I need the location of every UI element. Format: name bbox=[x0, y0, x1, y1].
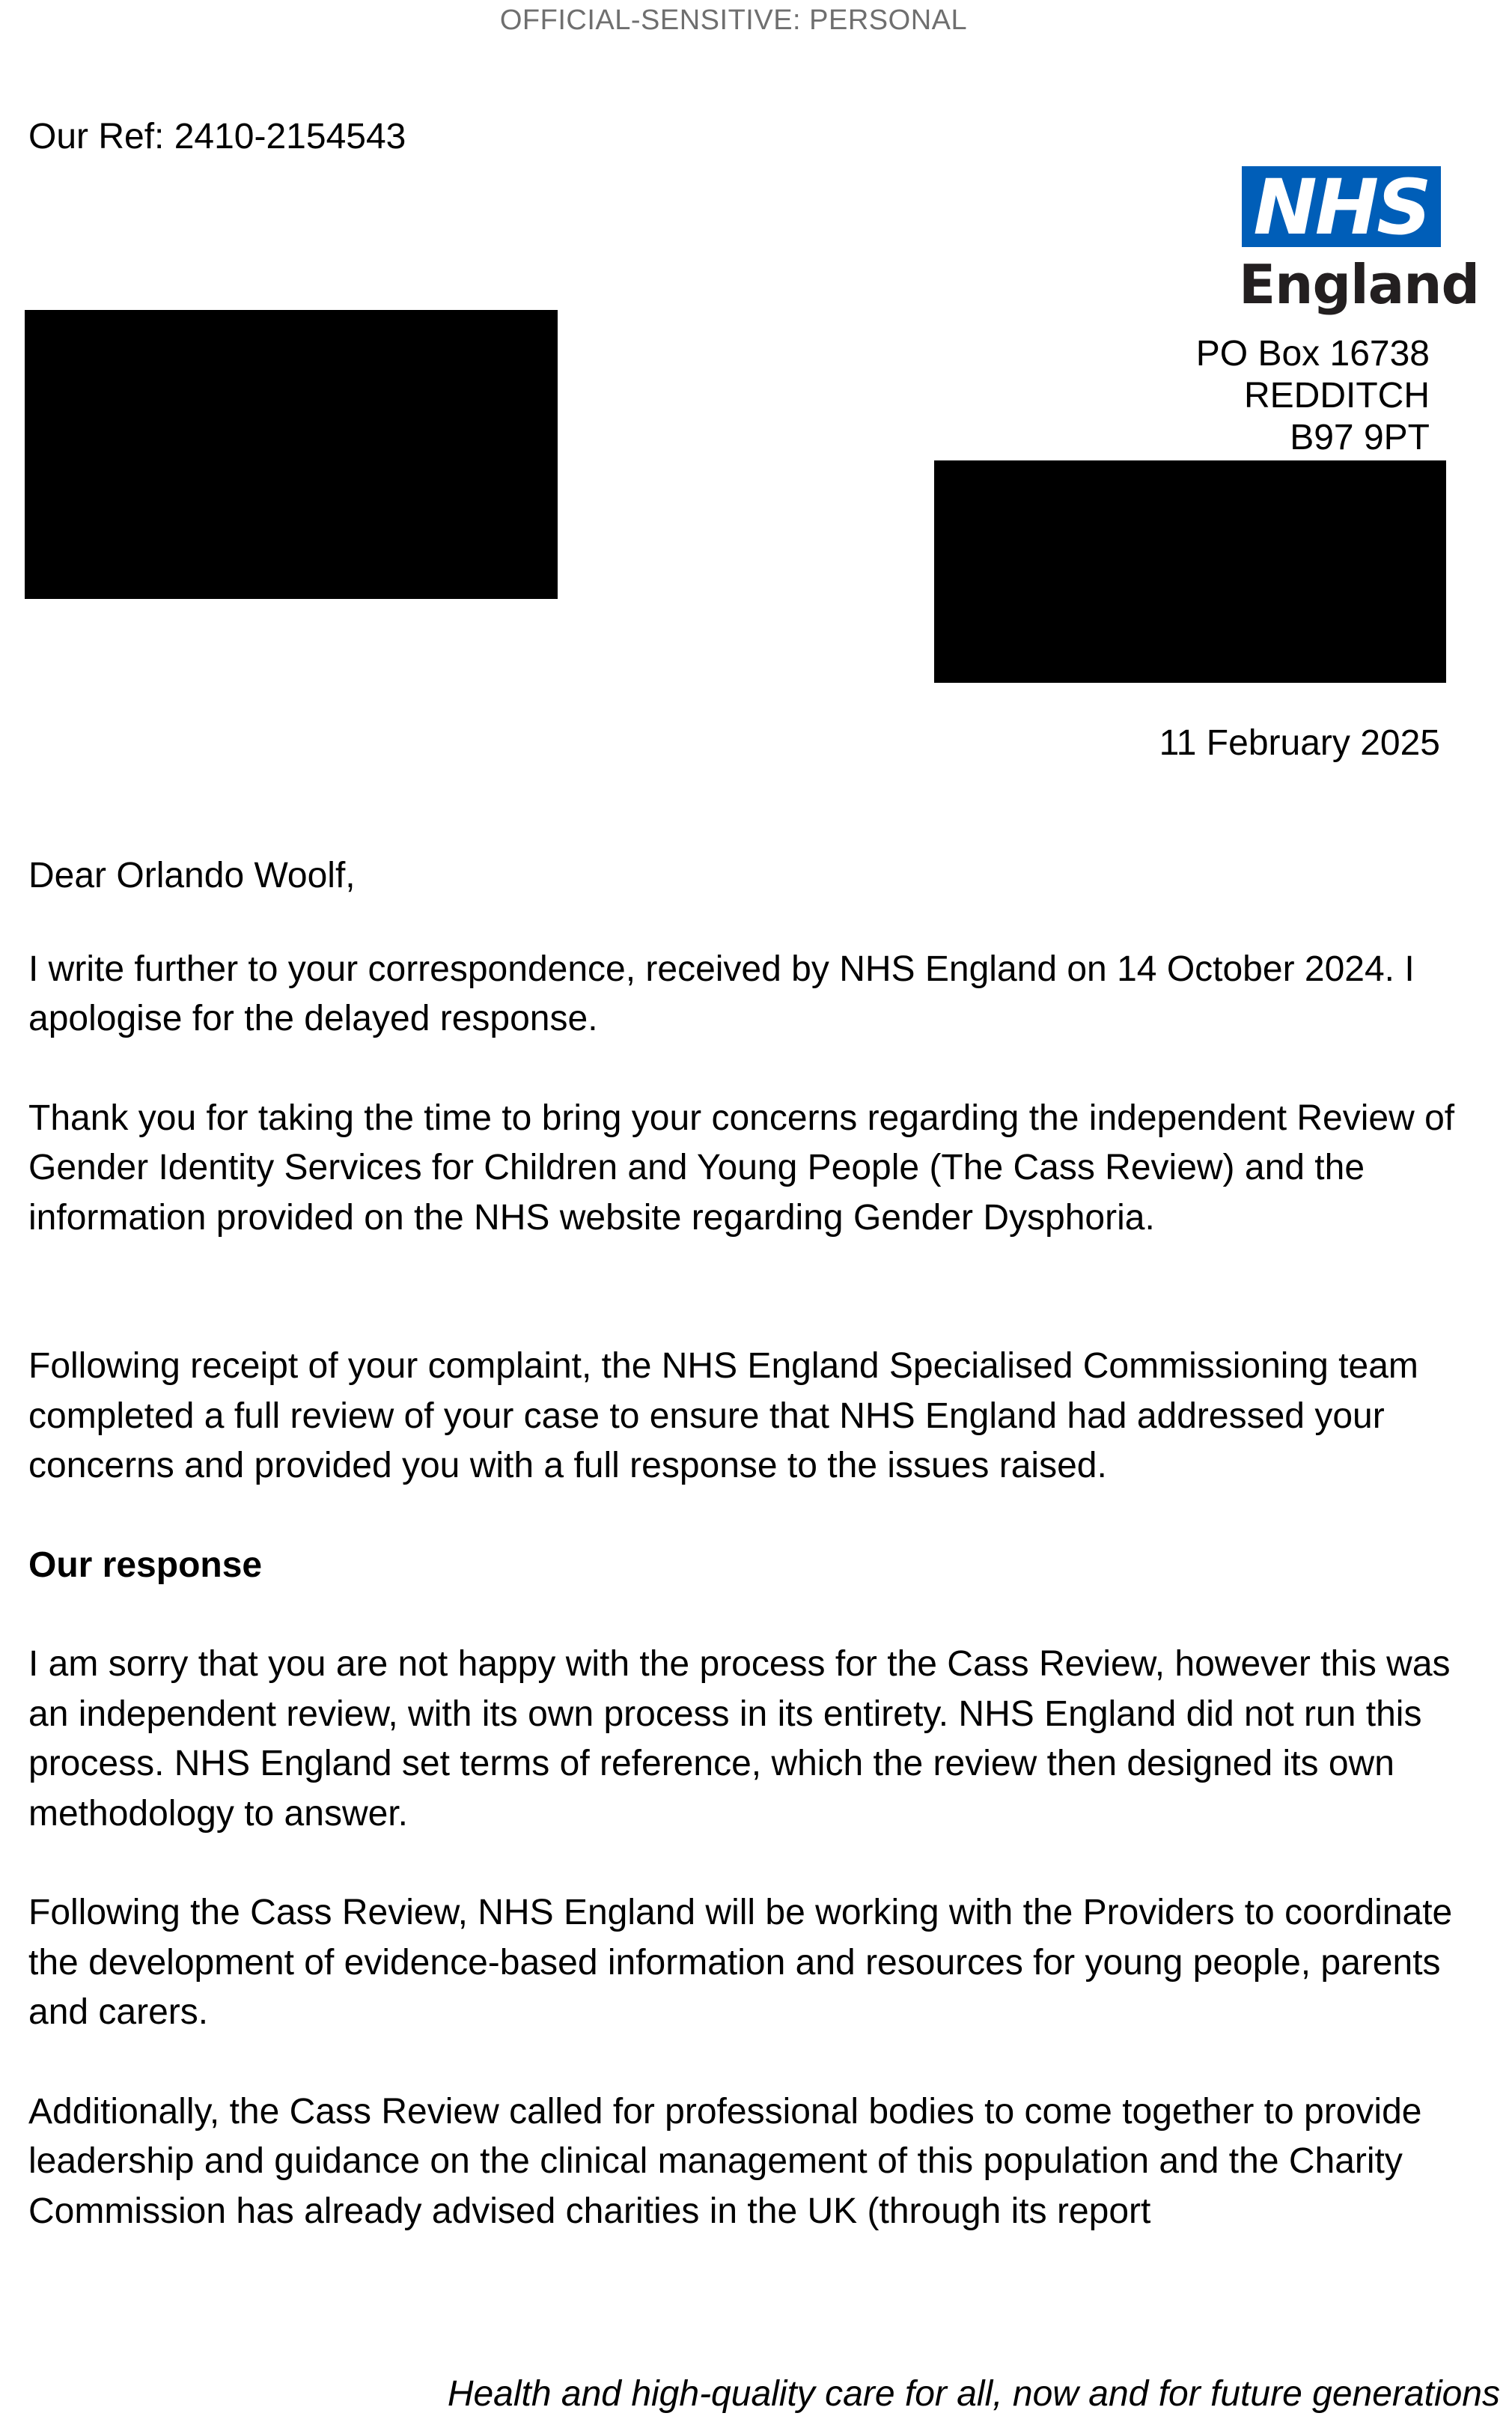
body-paragraph: Following receipt of your complaint, the NHS England Specialised Commissioning team completed a full review of your case to ensure that NHS England had addressed your concerns and provided you with a full response to the issues raised. bbox=[28, 1346, 1418, 1485]
sender-address bbox=[1196, 333, 1430, 459]
logo-england-text: England bbox=[1239, 253, 1480, 316]
classification-label: OFFICIAL-SENSITIVE: PERSONAL bbox=[499, 4, 968, 36]
nhs-england-logo bbox=[1239, 166, 1480, 316]
body-paragraph: Thank you for taking the time to bring your concerns regarding the independent Review of Gender Identity Services for Children and Young People (The Cass Review) and the information provided on the NHS website regarding Gender Dysphoria. bbox=[28, 1098, 1455, 1238]
address-line: REDDITCH bbox=[1244, 376, 1430, 416]
section-heading: Our response bbox=[28, 1545, 263, 1585]
letter-date: 11 February 2025 bbox=[1159, 723, 1440, 763]
address-line: PO Box 16738 bbox=[1195, 334, 1430, 374]
reference-number: Our Ref: 2410-2154543 bbox=[28, 117, 406, 156]
nhs-logo-icon bbox=[1242, 166, 1441, 247]
response-paragraph: Following the Cass Review, NHS England will be working with the Providers to coordinate the development of evidence-based information and resources for young people, parents and carers. bbox=[28, 1893, 1453, 2032]
redacted-recipient-address bbox=[25, 310, 558, 599]
address-line: B97 9PT bbox=[1290, 418, 1430, 457]
svg-text:NHS: NHS bbox=[1253, 166, 1430, 247]
salutation: Dear Orlando Woolf, bbox=[28, 856, 356, 895]
letter-body bbox=[28, 851, 1481, 2286]
body-paragraph: I write further to your correspondence, received by NHS England on 14 October 2024. I apologise for the delayed response. bbox=[28, 949, 1415, 1038]
response-paragraph: Additionally, the Cass Review called for professional bodies to come together to provide leadership and guidance on the clinical management of this population and the Charity Commission has already advised charities in the UK (through its report bbox=[28, 2091, 1422, 2231]
response-paragraph: I am sorry that you are not happy with the process for the Cass Review, however this was an independent review, with its own process in its entirety. NHS England did not run this process. NHS England set terms of reference, which the review then designed its own methodology to answer. bbox=[28, 1644, 1451, 1834]
redacted-sender-details bbox=[934, 460, 1446, 683]
footer-tagline: Health and high-quality care for all, now and for future generations bbox=[447, 2374, 1500, 2414]
